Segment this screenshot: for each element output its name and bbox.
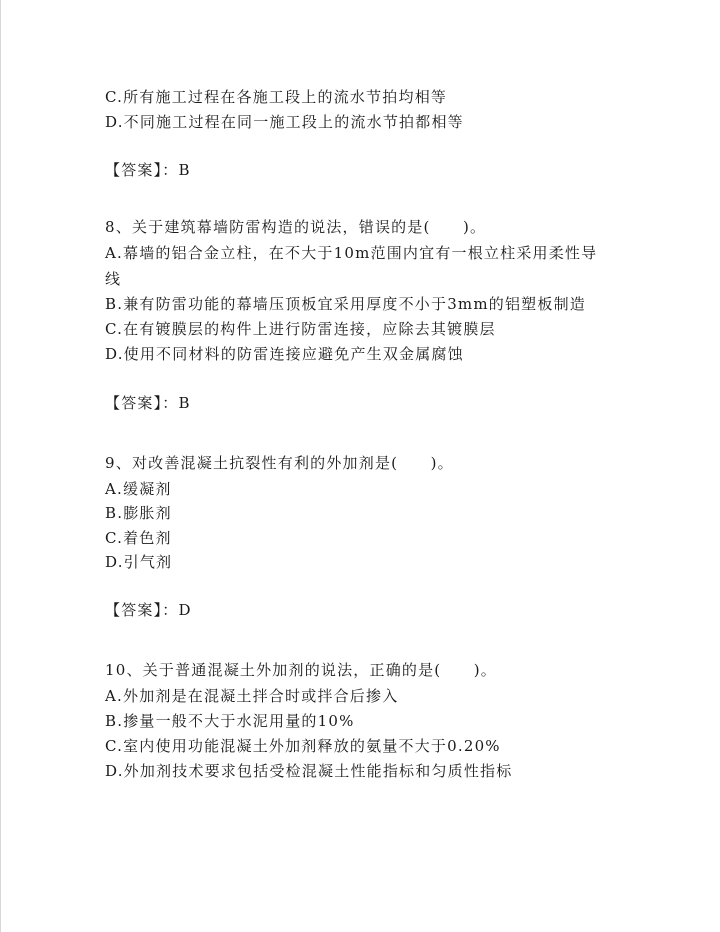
q9-option-a: A.缓凝剂 bbox=[105, 480, 172, 498]
q10-option-d: D.外加剂技术要求包括受检混凝土性能指标和匀质性指标 bbox=[105, 762, 513, 780]
prev-option-d: D.不同施工过程在同一施工段上的流水节拍都相等 bbox=[105, 113, 464, 131]
prev-option-c: C.所有施工过程在各施工段上的流水节拍均相等 bbox=[105, 88, 448, 106]
q9-stem: 9、对改善混凝土抗裂性有利的外加剂是( )。 bbox=[105, 454, 454, 472]
prev-answer: 【答案】：B bbox=[105, 161, 191, 179]
q10-stem: 10、关于普通混凝土外加剂的说法，正确的是( )。 bbox=[105, 661, 497, 679]
q8-option-a-line2: 线 bbox=[105, 270, 122, 288]
q10-option-a: A.外加剂是在混凝土拌合时或拌合后掺入 bbox=[105, 687, 399, 705]
q8-option-d: D.使用不同材料的防雷连接应避免产生双金属腐蚀 bbox=[105, 345, 464, 363]
q9-option-b: B.膨胀剂 bbox=[105, 504, 172, 522]
q10-option-c: C.室内使用功能混凝土外加剂释放的氨量不大于0.20% bbox=[105, 737, 501, 755]
q8-stem: 8、关于建筑幕墙防雷构造的说法，错误的是( )。 bbox=[105, 218, 487, 236]
q8-option-b: B.兼有防雷功能的幕墙压顶板宜采用厚度不小于3mm的铝塑板制造 bbox=[105, 295, 586, 313]
q8-option-c: C.在有镀膜层的构件上进行防雷连接，应除去其镀膜层 bbox=[105, 320, 496, 338]
q9-option-d: D.引气剂 bbox=[105, 553, 173, 571]
q8-option-a-line1: A.幕墙的铝合金立柱，在不大于10m范围内宜有一根立柱采用柔性导 bbox=[105, 244, 598, 262]
q10-option-b: B.掺量一般不大于水泥用量的10% bbox=[105, 712, 355, 730]
q9-option-c: C.着色剂 bbox=[105, 529, 172, 547]
q8-answer: 【答案】：B bbox=[105, 394, 191, 412]
q9-answer: 【答案】：D bbox=[105, 601, 192, 619]
